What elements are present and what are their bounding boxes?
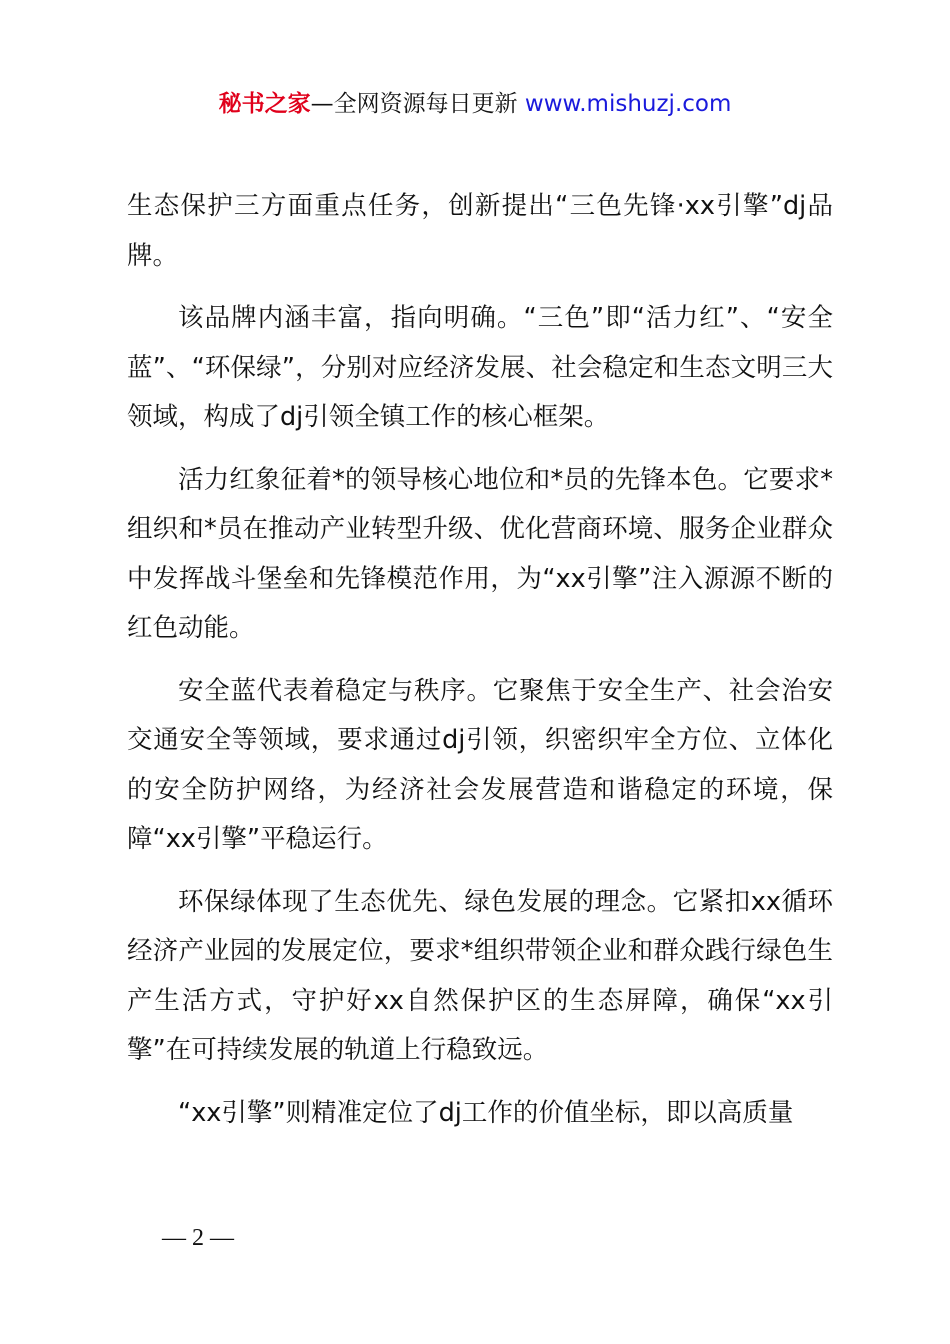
paragraph-4: 安全蓝代表着稳定与秩序。它聚焦于安全生产、社会治安交通安全等领域，要求通过dj引领，织密织牢全方位、立体化的安全防护网络，为经济社会发展营造和谐稳定的环境，保障“xx引擎”平稳运行。 [127, 675, 833, 854]
document-body [127, 182, 833, 1151]
paragraph-5: 环保绿体现了生态优先、绿色发展的理念。它紧扣xx循环经济产业园的发展定位，要求*组织带领企业和群众践行绿色生产生活方式，守护好xx自然保护区的生态屏障，确保“xx引擎”在可持续发展的轨道上行稳致远。 [127, 886, 833, 1065]
site-tagline: —全网资源每日更新 [310, 91, 525, 117]
paragraph-2: 该品牌内涵丰富，指向明确。“三色”即“活力红”、“安全蓝”、“环保绿”，分别对应经济发展、社会稳定和生态文明三大领域，构成了dj引领全镇工作的核心框架。 [127, 303, 833, 432]
site-url[interactable]: www.mishuzj.com [524, 91, 732, 117]
site-brand: 秘书之家 [218, 91, 311, 117]
paragraph-6: “xx引擎”则精准定位了dj工作的价值坐标，即以高质量 [178, 1097, 794, 1128]
paragraph-3: 活力红象征着*的领导核心地位和*员的先锋本色。它要求*组织和*员在推动产业转型升级、优化营商环境、服务企业群众中发挥战斗堡垒和先锋模范作用，为“xx引擎”注入源源不断的红色动能。 [127, 464, 833, 643]
page-number: — 2 — [162, 1225, 234, 1251]
paragraph-1: 生态保护三方面重点任务，创新提出“三色先锋·xx引擎”dj品牌。 [127, 191, 833, 271]
site-header [0, 88, 950, 120]
